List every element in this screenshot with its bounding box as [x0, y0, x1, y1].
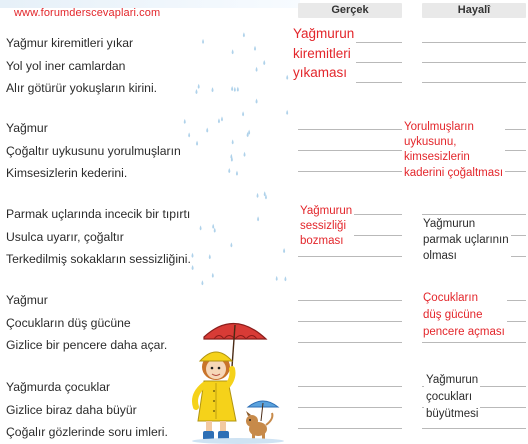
rain-drop: [243, 32, 245, 37]
answer-text: sessizliği: [300, 220, 347, 233]
poem-line: Kimsesizlerin kederini.: [6, 166, 128, 180]
answer-real-stanza-3: [298, 204, 354, 250]
rain-drop: [257, 193, 259, 198]
answer-imaginary-stanza-4: [421, 290, 507, 341]
answer-text: düş gücüne: [423, 309, 483, 321]
rain-drop: [236, 171, 238, 176]
rain-drop: [231, 86, 233, 91]
poem-stanza-4: [6, 289, 206, 357]
rain-drop: [257, 216, 259, 221]
poem-stanza-1: [6, 32, 206, 100]
rain-drop: [286, 110, 288, 115]
poem-line: Yol yol iner camlardan: [6, 58, 126, 73]
answer-text: uykusunu,: [404, 136, 457, 149]
rain-drop: [283, 248, 285, 253]
answer-line-real: [298, 321, 402, 322]
poem-line: Yağmur kiremitleri yıkar: [6, 36, 134, 50]
poem-line: Çoğaltır uykusunu yorulmuşların: [6, 143, 181, 158]
poem-line: Çocukların düş gücüne: [6, 315, 131, 330]
column-header-real: Gerçek: [298, 3, 402, 18]
rain-drop: [221, 116, 223, 121]
answer-line-real: [298, 428, 402, 429]
answer-text: çocukları: [426, 391, 473, 403]
answer-line-imaginary: [422, 428, 526, 429]
rain-drop: [212, 273, 214, 278]
poem-line: Parmak uçlarında incecik bir tıpırtı: [6, 207, 191, 221]
answer-text: büyütmesi: [426, 408, 479, 420]
answer-text: kaderini çoğaltması: [404, 166, 504, 179]
rain-drop: [248, 130, 250, 135]
rain-drop: [242, 111, 244, 116]
poem-line: Yağmurda çocuklar: [6, 380, 111, 394]
answer-text: Yağmurun: [300, 205, 353, 217]
answer-line-real: [298, 129, 402, 130]
rain-drop: [263, 60, 265, 65]
answer-text: Yağmurun: [426, 374, 479, 386]
poem-line: Çoğalır gözlerinde soru imleri.: [6, 425, 168, 439]
rain-drop: [237, 87, 239, 92]
poem-line: Gizlice biraz daha büyür: [6, 402, 137, 417]
poem-line: Alır götürür yokuşların kirini.: [6, 81, 158, 95]
answer-line-real: [298, 407, 402, 408]
answer-line-imaginary: [422, 62, 526, 63]
poem-line: Yağmur: [6, 293, 48, 307]
answer-text: parmak uçlarının: [423, 234, 509, 246]
rain-drop: [228, 168, 230, 173]
girl-umbrella-icon: [186, 315, 296, 444]
rain-drop: [218, 118, 220, 123]
answer-line-imaginary: [422, 214, 526, 215]
rain-drop: [212, 224, 214, 229]
answer-line-imaginary: [422, 42, 526, 43]
answer-text: pencere açması: [423, 326, 505, 338]
rain-drop: [206, 128, 208, 133]
watermark: www.forumderscevaplari.com: [14, 7, 161, 19]
answer-text: Yağmurun: [423, 218, 476, 230]
answer-line-imaginary: [422, 82, 526, 83]
column-header-imaginary: Hayalî: [422, 3, 526, 18]
rain-drop: [244, 152, 246, 157]
poem-stanza-2: [6, 117, 206, 185]
answer-imaginary-stanza-3: [421, 216, 511, 264]
answer-line-real: [298, 171, 402, 172]
rain-drop: [232, 49, 234, 54]
answer-line-real: [298, 150, 402, 151]
answer-line-real: [298, 342, 402, 343]
rain-drop: [256, 98, 258, 103]
rain-drop: [276, 276, 278, 281]
rain-drop: [212, 87, 214, 92]
poem-line: Gizlice bir pencere daha açar.: [6, 338, 168, 352]
poem-line: Terkedilmiş sokakların sessizliğini.: [6, 252, 191, 266]
answer-text: yıkaması: [293, 65, 348, 80]
poem-stanza-5: [6, 376, 206, 444]
rain-drop: [256, 67, 258, 72]
poem-line: Usulca uyarır, çoğaltır: [6, 229, 124, 244]
poem-line: Yağmur: [6, 121, 48, 135]
rain-drop: [286, 75, 288, 80]
rain-drop: [214, 228, 216, 233]
rain-drop: [232, 139, 234, 144]
poem-stanza-3: [6, 203, 206, 271]
rain-drop: [284, 276, 286, 281]
rain-drop: [230, 154, 232, 159]
answer-text: kiremitleri: [293, 45, 351, 61]
rain-drop: [209, 254, 211, 259]
answer-text: Yağmurun: [293, 26, 355, 41]
answer-line-imaginary: [422, 342, 526, 343]
answer-imaginary-stanza-2: [402, 120, 505, 181]
rain-drop: [234, 87, 236, 92]
answer-text: kimsesizlerin: [404, 151, 470, 164]
rain-drop: [264, 191, 266, 196]
rain-drop: [230, 242, 232, 247]
rain-drop: [201, 280, 203, 285]
answer-imaginary-stanza-5: [424, 372, 480, 423]
answer-text: Çocukların: [423, 292, 478, 304]
answer-line-real: [298, 386, 402, 387]
answer-text: bozması: [300, 235, 344, 248]
answer-text: Yorulmuşların: [404, 121, 474, 133]
answer-line-real: [298, 256, 402, 257]
rain-drop: [254, 46, 256, 51]
answer-real-stanza-1: [291, 24, 356, 83]
answer-line-real: [298, 300, 402, 301]
answer-text: olması: [423, 250, 457, 262]
